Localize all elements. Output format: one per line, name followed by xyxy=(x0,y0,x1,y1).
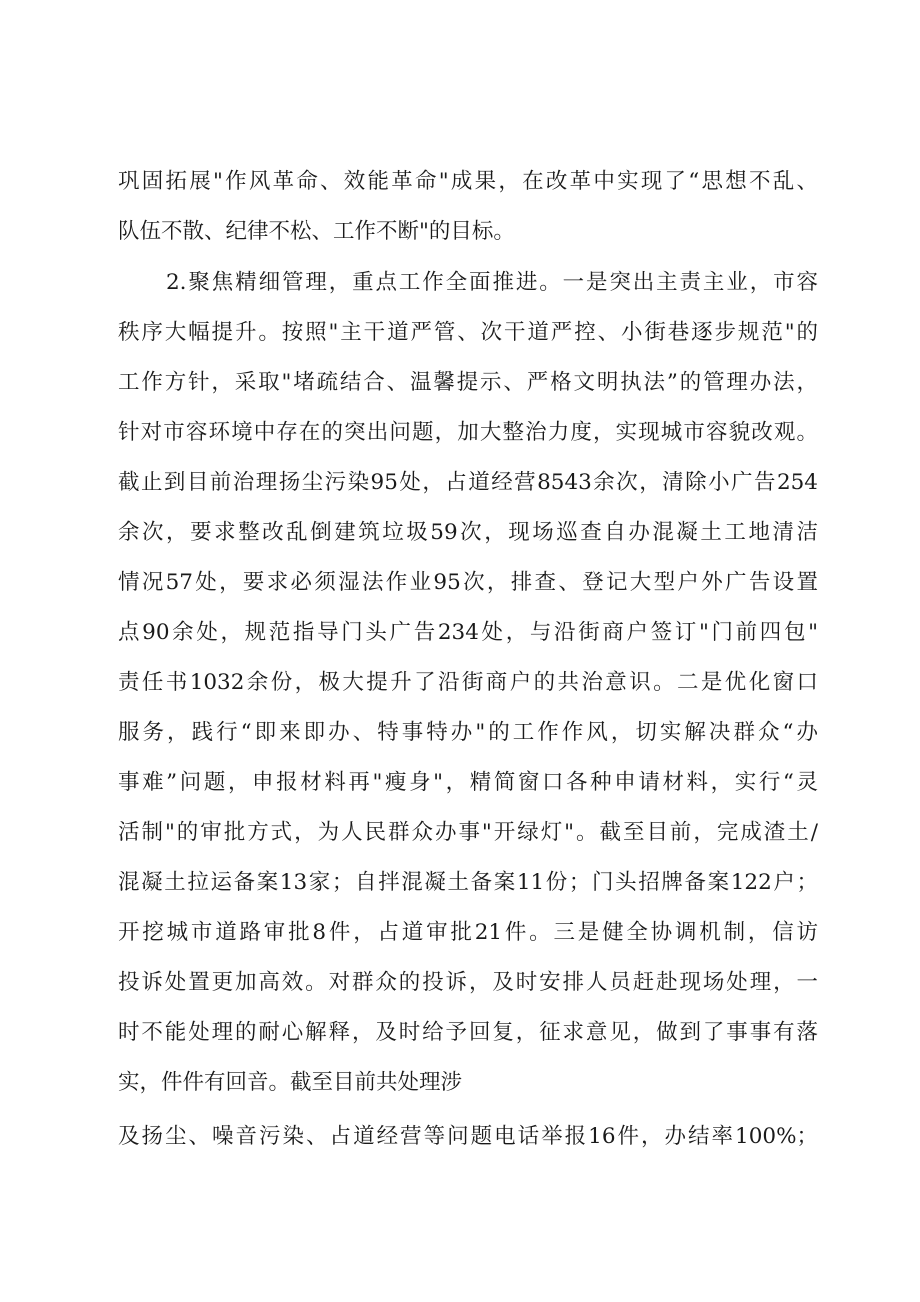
text-line-15: 混凝土拉运备案13家；自拌混凝土备案11份；门头招牌备案122户； xyxy=(118,870,818,895)
text-line-13: 事难”问题，申报材料再"瘦身"，精简窗口各种申请材料，实行“灵 xyxy=(118,770,818,795)
text-line-14: 活制"的审批方式，为人民群众办事"开绿灯"。截至目前，完成渣土/ xyxy=(118,820,818,845)
text-line-16: 开挖城市道路审批8件，占道审批21件。三是健全协调机制，信访 xyxy=(118,920,818,945)
text-line-9: 情况57处，要求必须湿法作业95次，排查、登记大型户外广告设置 xyxy=(118,570,818,595)
text-line-8: 余次，要求整改乱倒建筑垃圾59次，现场巡查自办混凝土工地清洁 xyxy=(118,520,818,545)
text-line-10: 点90余处，规范指导门头广告234处，与沿街商户签订"门前四包" xyxy=(118,620,818,645)
text-line-19: 实，件件有回音。截至目前共处理涉 xyxy=(118,1070,463,1095)
text-line-5: 工作方针，采取"堵疏结合、温馨提示、严格文明执法”的管理办法， xyxy=(118,370,818,395)
text-line-20: 及扬尘、噪音污染、占道经营等问题电话举报16件，办结率100%； xyxy=(118,1124,818,1149)
text-line-4: 秩序大幅提升。按照"主干道严管、次干道严控、小街巷逐步规范"的 xyxy=(118,320,818,345)
text-line-18: 时不能处理的耐心解释，及时给予回复，征求意见，做到了事事有落 xyxy=(118,1020,818,1045)
text-line-12: 服务，践行“即来即办、特事特办"的工作作风，切实解决群众“办 xyxy=(118,720,818,745)
text-line-11: 责任书1032余份，极大提升了沿街商户的共治意识。二是优化窗口 xyxy=(118,670,818,695)
text-line-3: 2.聚焦精细管理，重点工作全面推进。一是突出主责主业，市容 xyxy=(166,270,818,295)
text-line-17: 投诉处置更加高效。对群众的投诉，及时安排人员赶赴现场处理，一 xyxy=(118,970,818,995)
text-line-6: 针对市容环境中存在的突出问题，加大整治力度，实现城市容貌改观。 xyxy=(118,420,818,445)
text-line-7: 截止到目前治理扬尘污染95处，占道经营8543余次，清除小广告254 xyxy=(118,470,818,495)
text-line-2: 队伍不散、纪律不松、工作不断"的目标。 xyxy=(118,219,515,244)
text-line-1: 巩固拓展"作风革命、效能革命"成果，在改革中实现了“思想不乱、 xyxy=(118,169,818,194)
